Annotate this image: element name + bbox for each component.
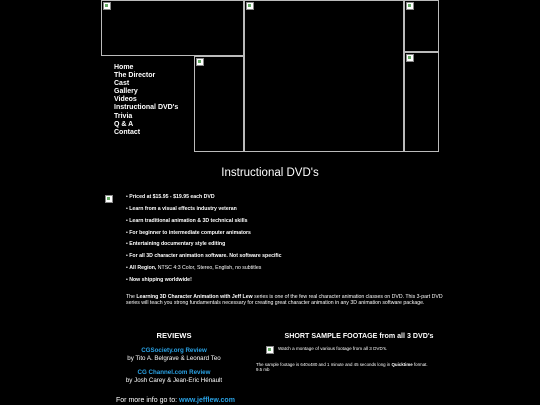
- header-image-top-right: [404, 0, 439, 52]
- nav-home[interactable]: Home: [114, 64, 134, 71]
- header-image-center: [244, 0, 404, 152]
- cgsociety-review-link[interactable]: CGSociety.org Review: [141, 346, 207, 354]
- sample-info: The sample footage is 640x480 and 1 minute and 45 seconds long in Quicktime format. 9.5 mb: [256, 362, 428, 373]
- page-title: Instructional DVD's: [221, 167, 319, 179]
- review-author: by Josh Carey & Jean-Eric Hénault: [125, 377, 223, 385]
- review-author: by Tito A. Belgrave & Leonard Teo: [127, 354, 221, 362]
- more-info: For more info go to: www.jefflew.com: [116, 397, 235, 404]
- nav-cast[interactable]: Cast: [114, 80, 130, 88]
- nav-contact[interactable]: Contact: [114, 128, 141, 136]
- nav-trivia[interactable]: Trivia: [114, 112, 133, 120]
- header-image-top-left: [101, 0, 244, 56]
- sample-footage-section: [256, 332, 442, 373]
- nav-instructional-dvds[interactable]: Instructional DVD's: [114, 104, 179, 112]
- feature-item: • Learn from a visual effects industry veteran: [126, 205, 237, 212]
- main-nav: [114, 64, 178, 137]
- feature-list: [126, 194, 281, 289]
- header-image-left: [194, 56, 244, 152]
- dvd-cover-image: [105, 195, 113, 203]
- feature-item: • Learn traditional animation & 3D technical skills: [126, 217, 248, 224]
- feature-item: • Now shipping worldwide!: [126, 276, 192, 283]
- feature-item: • All Region, NTSC 4:3 Color, Stereo, English, no subtitles: [126, 265, 262, 272]
- nav-videos[interactable]: Videos: [114, 96, 137, 104]
- feature-item: • For beginner to intermediate computer animators: [126, 229, 251, 236]
- sample-caption: Watch a montage of various footage from all 3 DVD's.: [278, 346, 388, 351]
- sample-file-size: 9.5 mb: [256, 367, 270, 373]
- reviews-heading: REVIEWS: [156, 331, 192, 340]
- nav-q-and-a[interactable]: Q & A: [114, 120, 134, 128]
- nav-the-director[interactable]: The Director: [114, 72, 156, 80]
- reviews-section: [90, 332, 258, 385]
- cgchannel-review-link[interactable]: CG Channel.com Review: [137, 369, 211, 377]
- feature-item: • Entertaining documentary style editing: [126, 241, 226, 248]
- header-image-right: [404, 52, 439, 152]
- sample-heading: SHORT SAMPLE FOOTAGE from all 3 DVD's: [284, 332, 434, 340]
- sample-thumbnail-image[interactable]: [266, 346, 274, 354]
- feature-item: • For all 3D character animation software. Not software specific: [126, 253, 282, 260]
- jefflew-link[interactable]: www.jefflew.com: [179, 397, 235, 404]
- feature-item: • Priced at $15.95 - $19.95 each DVD: [126, 194, 215, 200]
- series-description: The Learning 3D Character Animation with Jeff Lew series is one of the few real character animation classes on DVD. This 3-part DVD series will teach you strong fundamentals necessary for creating great character animation in any 3D animation software package.: [126, 294, 443, 307]
- nav-gallery[interactable]: Gallery: [114, 88, 138, 96]
